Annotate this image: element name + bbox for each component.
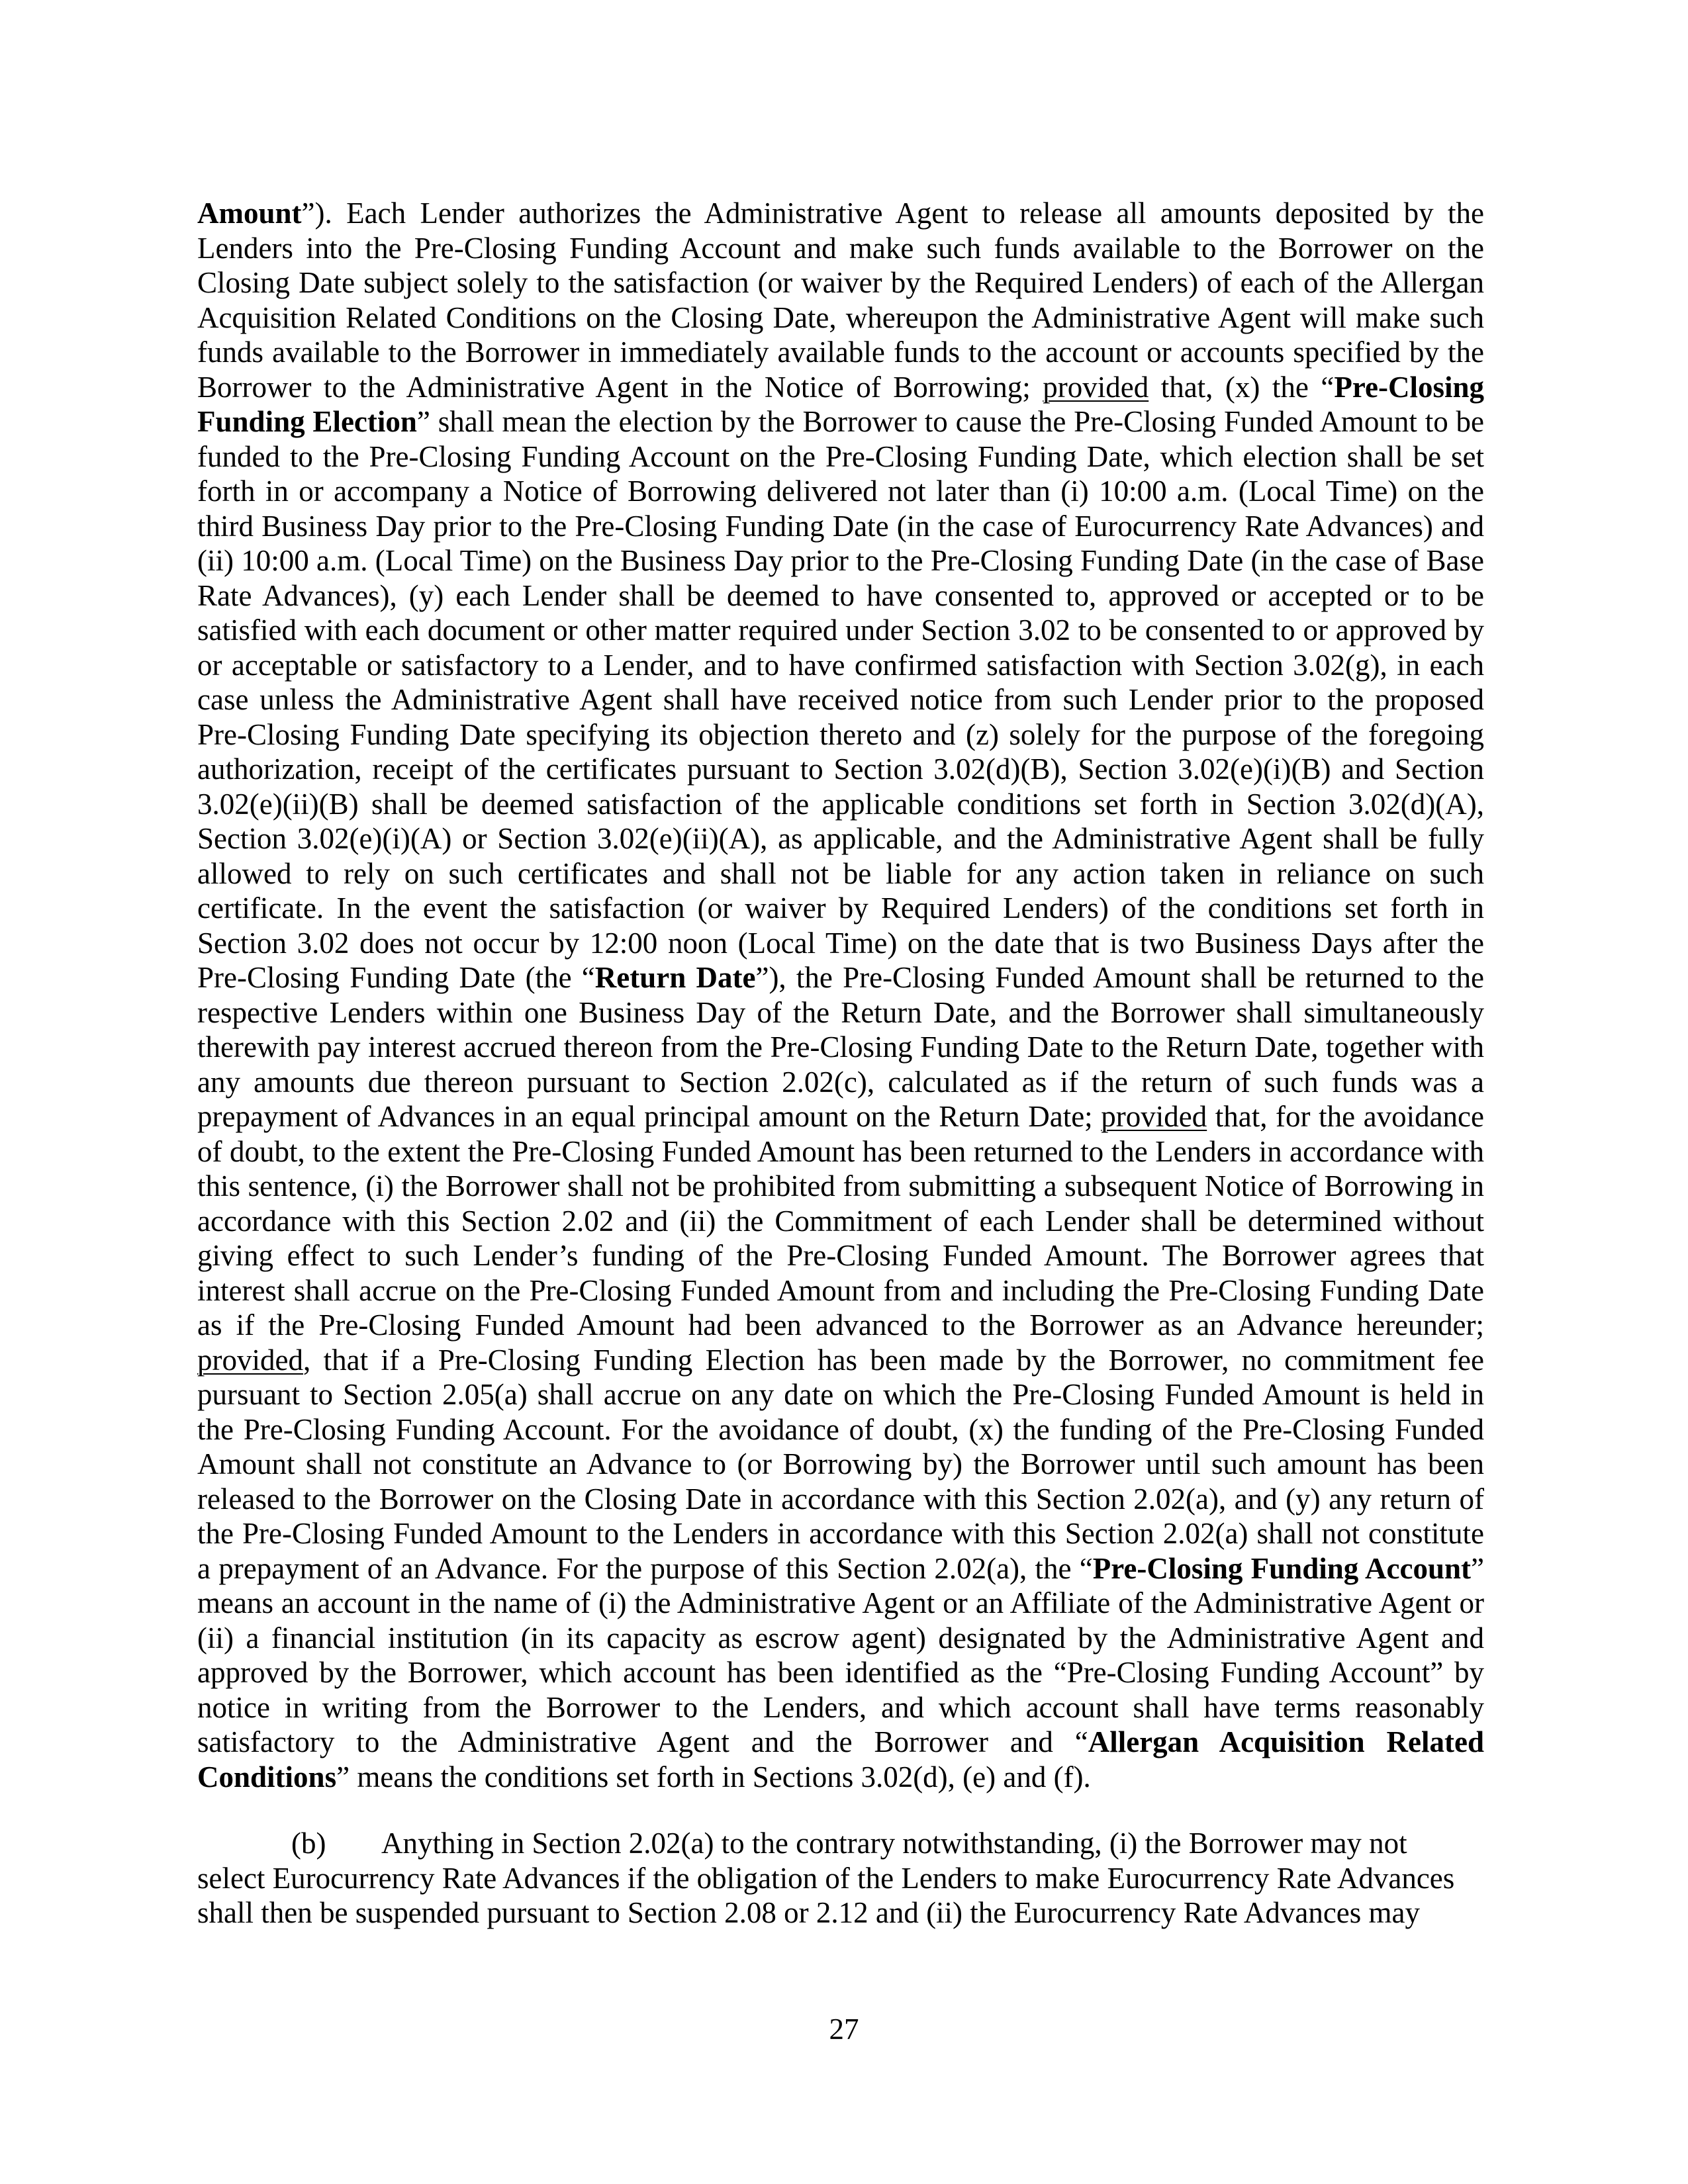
page-number: 27 [829, 2013, 859, 2046]
underlined-provided: provided [1043, 370, 1149, 404]
defined-term-return-date: Return Date [594, 961, 756, 994]
paragraph-b [197, 1826, 1484, 1931]
defined-term-allergan-acquisition-related-conditions: Allergan Acquisition Related Conditions [197, 1725, 1484, 1794]
text-run: ”), the Pre-Closing Funded Amount shall be returned to the respective Lenders within one Business Day of the Return Date, and the Borrower shall simultaneously therewith pay interest accrued thereon from the Pre-Closing Funding Date to the Return Date, together with any amounts due thereon pursuant to Section 2.02(c), calculated as if the return of such funds was a prepayment of Advances in an equal principal amount on the Return Date; [197, 961, 1484, 1133]
text-run: ” means the conditions set forth in Sections 3.02(d), (e) and (f). [336, 1760, 1091, 1794]
text-run: that, (x) the “ [1149, 370, 1335, 404]
defined-term-amount: Amount [197, 197, 302, 230]
defined-term-pre-closing-funding-account: Pre-Closing Funding Account [1092, 1551, 1472, 1585]
text-run: , that if a Pre-Closing Funding Election has been made by the Borrower, no commitment fee pursuant to Section 2.05(a) shall accrue on any date on which the Pre-Closing Funded Amount is held in the Pre-Closing Funding Account. For the avoidance of doubt, (x) the funding of the Pre-Closing Funded Amount shall not constitute an Advance to (or Borrowing by) the Borrower until such amount has been released to the Borrower on the Closing Date in accordance with this Section 2.02(a), and (y) any return of the Pre-Closing Funded Amount to the Lenders in accordance with this Section 2.02(a) shall not constitute a prepayment of an Advance. For the purpose of this Section 2.02(a), the “ [197, 1343, 1484, 1585]
underlined-provided: provided [197, 1343, 303, 1377]
paragraph-b-label: (b) [291, 1827, 326, 1860]
text-run: that, for the avoidance of doubt, to the extent the Pre-Closing Funded Amount has been returned to the Lenders in accordance with this sentence, (i) the Borrower shall not be prohibited from submitting a subsequent Notice of Borrowing in accordance with this Section 2.02 and (ii) the Commitment of each Lender shall be determined without giving effect to such Lender’s funding of the Pre-Closing Funded Amount. The Borrower agrees that interest shall accrue on the Pre-Closing Funded Amount from and including the Pre-Closing Funding Date as if the Pre-Closing Funded Amount had been advanced to the Borrower as an Advance hereunder; [197, 1100, 1484, 1342]
paragraph-a [197, 196, 1484, 1794]
defined-term-pre-closing-funding-election: Pre-Closing Funding Election [197, 370, 1484, 438]
text-run: ” shall mean the election by the Borrower to cause the Pre-Closing Funded Amount to be funded to the Pre-Closing Funding Account on the Pre-Closing Funding Date, which election shall be set forth in or accompany a Notice of Borrowing delivered not later than (i) 10:00 a.m. (Local Time) on the third Business Day prior to the Pre-Closing Funding Date (in the case of Eurocurrency Rate Advances) and (ii) 10:00 a.m. (Local Time) on the Business Day prior to the Pre-Closing Funding Date (in the case of Base Rate Advances), (y) each Lender shall be deemed to have consented to, approved or accepted or to be satisfied with each document or other matter required under Section 3.02 to be consented to or approved by or acceptable or satisfactory to a Lender, and to have confirmed satisfaction with Section 3.02(g), in each case unless the Administrative Agent shall have received notice from such Lender prior to the proposed Pre-Closing Funding Date specifying its objection thereto and (z) solely for the purpose of the foregoing authorization, receipt of the certificates pursuant to Section 3.02(d)(B), Section 3.02(e)(i)(B) and Section 3.02(e)(ii)(B) shall be deemed satisfaction of the applicable conditions set forth in Section 3.02(d)(A), Section 3.02(e)(i)(A) or Section 3.02(e)(ii)(A), as applicable, and the Administrative Agent shall be fully allowed to rely on such certificates and shall not be liable for any action taken in reliance on such certificate. In the event the satisfaction (or waiver by Required Lenders) of the conditions set forth in Section 3.02 does not occur by 12:00 noon (Local Time) on the date that is two Business Days after the Pre-Closing Funding Date (the “ [197, 405, 1484, 994]
document-body [197, 196, 1484, 1931]
text-run: ”). Each Lender authorizes the Administrative Agent to release all amounts deposited by the Lenders into the Pre-Closing Funding Account and make such funds available to the Borrower on the Closing Date subject solely to the satisfaction (or waiver by the Required Lenders) of each of the Allergan Acquisition Related Conditions on the Closing Date, whereupon the Administrative Agent will make such funds available to the Borrower in immediately available funds to the account or accounts specified by the Borrower to the Administrative Agent in the Notice of Borrowing; [197, 197, 1484, 404]
paragraph-b-line-2: select Eurocurrency Rate Advances if the obligation of the Lenders to make Eurocurrency Rate Advances [197, 1861, 1455, 1895]
paragraph-b-line-1: Anything in Section 2.02(a) to the contrary notwithstanding, (i) the Borrower may not [381, 1827, 1407, 1860]
paragraph-b-line-3: shall then be suspended pursuant to Section 2.08 or 2.12 and (ii) the Eurocurrency Rate Advances may [197, 1896, 1421, 1929]
text-run: ” means an account in the name of (i) the Administrative Agent or an Affiliate of the Administrative Agent or (ii) a financial institution (in its capacity as escrow agent) designated by the Administrative Agent and approved by the Borrower, which account has been identified as the “Pre-Closing Funding Account” by notice in writing from the Borrower to the Lenders, and which account shall have terms reasonably satisfactory to the Administrative Agent and the Borrower and “ [197, 1551, 1485, 1758]
underlined-provided: provided [1101, 1100, 1207, 1133]
